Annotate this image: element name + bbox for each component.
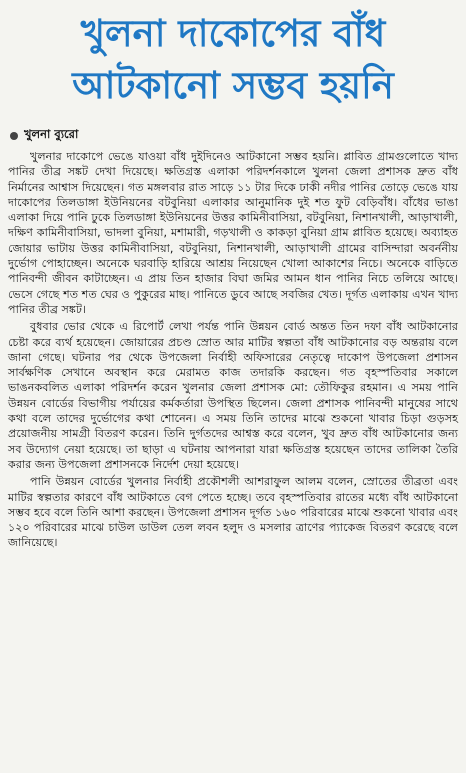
bullet-icon — [10, 132, 18, 140]
byline — [10, 126, 458, 145]
byline-text: খুলনা ব্যুরো — [24, 127, 79, 141]
headline-line-1: খুলনা দাকোপের বাঁধ — [80, 12, 386, 55]
paragraph: বুধবার ভোর থেকে এ রিপোর্ট লেখা পর্যন্ত পানি উন্নয়ন বোর্ড অন্তত তিন দফা বাঁধ আটকানোর চেষ্টা করে ব্যর্থ হয়েছেন। জোয়ারের প্রচণ্ড স্রোত আর মাটির স্বল্পতা বাঁধ আটকানোর বড় অন্তরায় বলে জানা গেছে। ঘটনার পর থেকে উপজেলা নির্বাহী অফিসারের নেতৃত্বে দাকোপ উপজেলা প্রশাসন সার্বক্ষণিক সেখানে অবস্থান করে মেরামত কাজ তদারকি করছেন। গত বৃহস্পতিবার সকালে ভাঙনকবলিত এলাকা পরিদর্শন করেন খুলনার জেলা প্রশাসক মো: তৌফিকুর রহমান। এ সময় পানি উন্নয়ন বোর্ডের বিভাগীয় পর্যায়ের কর্মকর্তারা উপস্থিত ছিলেন। জেলা প্রশাসক পানিবন্দী মানুষের সাথে কথা বলে তাদের দুর্ভোগের কথা শোনেন। এ সময় তিনি তাদের মাঝে শুকনো খাবার চিড়া গুড়সহ প্রয়োজনীয় সামগ্রী বিতরণ করেন। তিনি দুর্গতদের আশ্বস্ত করে বলেন, খুব দ্রুত বাঁধ আটকানোর জন্য সব উদ্যোগ নেয়া হয়েছে। তা ছাড়া এ ঘটনায় আপনারা যারা ক্ষতিগ্রস্ত হয়েছেন তাদের তালিকা তৈরি করার জন্য উপজেলা প্রশাসনকে নির্দেশ দেয়া হয়েছে। — [8, 320, 458, 471]
headline — [8, 8, 458, 112]
article-body — [8, 149, 458, 551]
paragraph: খুলনার দাকোপে ভেঙে যাওয়া বাঁধ দুইদিনেও আটকানো সম্ভব হয়নি। প্লাবিত গ্রামগুলোতে খাদ্য পানির তীব্র সঙ্কট দেখা দিয়েছে। ক্ষতিগ্রস্ত এলাকা পরিদর্শনকালে খুলনা জেলা প্রশাসক দ্রুত বাঁধ নির্মানের আশ্বাস দিয়েছেন। গত মঙ্গলবার রাত সাড়ে ১১ টার দিকে ঢাকী নদীর পানির তোড়ে ভেঙে যায় দাকোপের তিলডাঙ্গা ইউনিয়নের বটবুনিয়া এলাকার আনুমানিক দুই শত ফুট বেড়িবাঁধ। বাঁধের ভাঙা এলাকা দিয়ে পানি ঢুকে তিলডাঙ্গা ইউনিয়নের উত্তর কামিনীবাসিয়া, বটবুনিয়া, নিশানখালী, আড়াখালী, দক্ষিণ কামিনীবাসিয়া, ভাদলা বুনিয়া, মশামারী, গড়খালী ও কাকড়া বুনিয়া গ্রাম প্লাবিত হয়েছে। অব্যাহত জোয়ার ভাটায় উত্তর কামিনীবাসিয়া, বটবুনিয়া, নিশানখালী, আড়াখালী গ্রামের বাসিন্দারা অবর্ননীয় দুর্ভোগ পোহাচ্ছেন। অনেকে ঘরবাড়ি হারিয়ে আশ্রয় নিয়েছেন খোলা আকাশের নিচে। অনেকে বাড়িতে পানিবন্দী জীবন কাটাচ্ছেন। এ প্রায় তিন হাজার বিঘা জমির আমন ধান পানির নিচে তলিয়ে আছে। ভেসে গেছে শত শত ঘের ও পুকুরের মাছ। পানিতে ডুবে আছে সবজির খেত। দূর্গত এলাকায় এখন খাদ্য পানির তীব্র সঙ্কট। — [8, 150, 458, 316]
paragraph: পানি উন্নয়ন বোর্ডের খুলনার নির্বাহী প্রকৌশলী আশরাফুল আলম বলেন, স্রোতের তীব্রতা এবং মাটির স্বল্পতার কারণে বাঁধ আটকাতে বেগ পেতে হচ্ছে। তবে বৃহস্পতিবার রাতের মধ্যে বাঁধ আটকানো সম্ভব হবে বলে তিনি আশা করছেন। উপজেলা প্রশাসন দূর্গত ১৬০ পরিবারের মাঝে শুকনো খাবার এবং ১২০ পরিবারের মাঝে চাউল ডাউল তেল লবন হলুদ ও মসলার ত্রাণের প্যাকেজ বিতরণ করেছে বলে জানিয়েছে। — [8, 475, 458, 550]
headline-line-2: আটকানো সম্ভব হয়নি — [72, 64, 394, 107]
